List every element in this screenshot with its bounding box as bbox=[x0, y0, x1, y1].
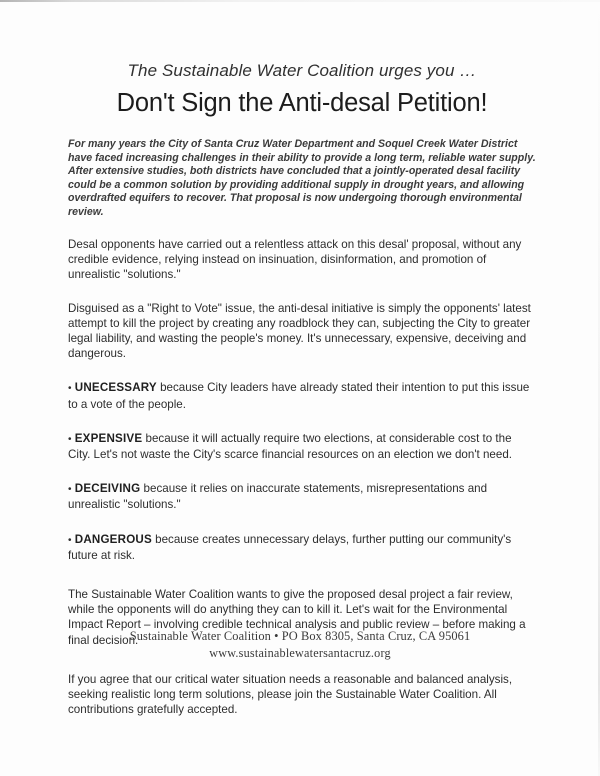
flyer-headline: Don't Sign the Anti-desal Petition! bbox=[116, 89, 488, 117]
bullet-heading: DANGEROUS bbox=[74, 532, 152, 546]
bullet-marker-icon: • bbox=[68, 484, 72, 496]
body-paragraph-2: Disguised as a "Right to Vote" issue, the anti-desal initiative is simply the opponents' latest attempt to kill the project by creating any roadblock they can, subjecting the City to greater legal liability, and wasting the people's money. It's unnecessary, expensive, deceiving and dangerous. bbox=[68, 301, 531, 361]
flyer-footer bbox=[0, 628, 600, 661]
bullet-marker-icon: • bbox=[68, 534, 72, 546]
bullet-body-text: because City leaders have already stated their intention to put this issue to a vote of the people. bbox=[68, 381, 530, 411]
bullet-heading: UNECESSARY bbox=[74, 381, 157, 395]
bullet-marker-icon: • bbox=[68, 433, 72, 445]
flyer-subtitle: The Sustainable Water Coalition urges you … bbox=[127, 61, 477, 80]
bullet-body-text: because it relies on inaccurate statements, misrepresentations and unrealistic "solutions." bbox=[68, 482, 488, 512]
bullet-marker-icon: • bbox=[68, 383, 72, 395]
bullet-heading: EXPENSIVE bbox=[74, 431, 143, 445]
bullet-item-unecessary bbox=[68, 361, 536, 411]
intro-paragraph: For many years the City of Santa Cruz Water Department and Soquel Creek Water District have faced increasing challenges in their ability to provide a long term, reliable water supply. After extensive studies, both districts have concluded that a jointly-operated desal facility could be a common solution by providing additional supply in drought years, and allowing overdrafted equifers to recover. That proposal is now undergoing thorough environmental review. bbox=[68, 138, 536, 218]
closing-paragraph-1: The Sustainable Water Coalition wants to give the proposed desal project a fair review, while the opponents will do anything they can to kill it. Let's wait for the Environmental Impact Report – involving credible technical analysis and public review – before making a final decision. bbox=[68, 588, 526, 647]
bullet-body-text: because it will actually require two elections, at considerable cost to the City. Let's not waste the City's scarce financial resources on an election we don't need. bbox=[68, 431, 512, 462]
bullet-body-text: because creates unnecessary delays, further putting our community's future at risk. bbox=[68, 532, 512, 562]
bullet-item-dangerous bbox=[68, 513, 536, 563]
footer-address: Sustainable Water Coalition • PO Box 8305, Santa Cruz, CA 95061 bbox=[129, 629, 471, 643]
bullet-item-expensive bbox=[68, 412, 536, 462]
flyer-content bbox=[68, 0, 536, 717]
closing-paragraph-2: If you agree that our critical water situation needs a reasonable and balanced analysis, seeking realistic long term solutions, please join the Sustainable Water Coalition. All contributions gratefully accepted. bbox=[68, 672, 513, 717]
body-paragraph-1: Desal opponents have carried out a relentless attack on this desal' proposal, without any credible evidence, relying instead on insinuation, disinformation, and promotion of unrealistic "solutions." bbox=[68, 238, 522, 282]
bullet-heading: DECEIVING bbox=[74, 482, 141, 496]
bullet-item-deceiving bbox=[68, 462, 536, 512]
footer-website: www.sustainablewatersantacruz.org bbox=[209, 646, 391, 660]
